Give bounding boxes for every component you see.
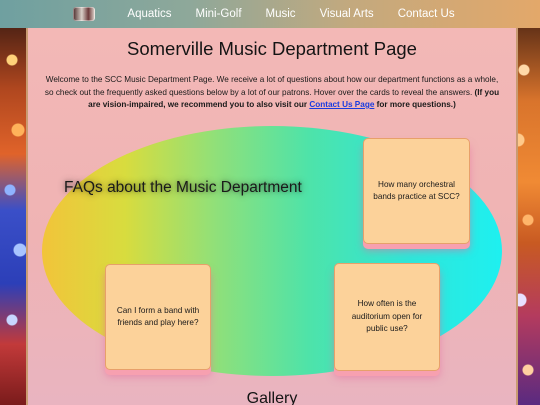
faq-card-auditorium[interactable] <box>334 263 440 371</box>
top-navigation <box>0 0 540 28</box>
contact-us-link[interactable]: Contact Us Page <box>309 100 375 109</box>
nav-item-contact-us[interactable]: Contact Us <box>397 8 455 20</box>
music-logo-icon[interactable] <box>73 7 95 21</box>
faq-card-question: How often is the auditorium open for public use? <box>351 299 423 334</box>
nav-item-aquatics[interactable]: Aquatics <box>127 8 172 20</box>
faq-card-form-band[interactable] <box>105 264 211 370</box>
intro-text: Welcome to the SCC Music Department Page. We receive a lot of questions about how our department functions as a whole, so check out the frequently asked questions below by a lot of our patrons. Hover over the cards to reveal the answers. <box>44 75 499 97</box>
nav-item-music[interactable]: Music <box>265 8 296 20</box>
gallery-heading: Gallery <box>246 390 298 405</box>
intro-paragraph <box>44 74 500 112</box>
main-content <box>26 28 518 405</box>
faq-card-question: Can I form a band with friends and play here? <box>116 305 200 327</box>
intro-bold-before: (If you are vision-impaired, we recommend you to also visit our <box>88 87 500 109</box>
faq-card-orchestral-bands[interactable] <box>363 138 470 244</box>
nav-item-visual-arts[interactable]: Visual Arts <box>319 8 374 20</box>
nav-item-mini-golf[interactable]: Mini-Golf <box>195 8 242 20</box>
faq-heading: FAQs about the Music Department <box>64 179 302 196</box>
intro-bold-after: for more questions.) <box>376 100 456 109</box>
page-title: Somerville Music Department Page <box>127 38 417 59</box>
faq-card-question: How many orchestral bands practice at SCC? <box>373 179 460 201</box>
